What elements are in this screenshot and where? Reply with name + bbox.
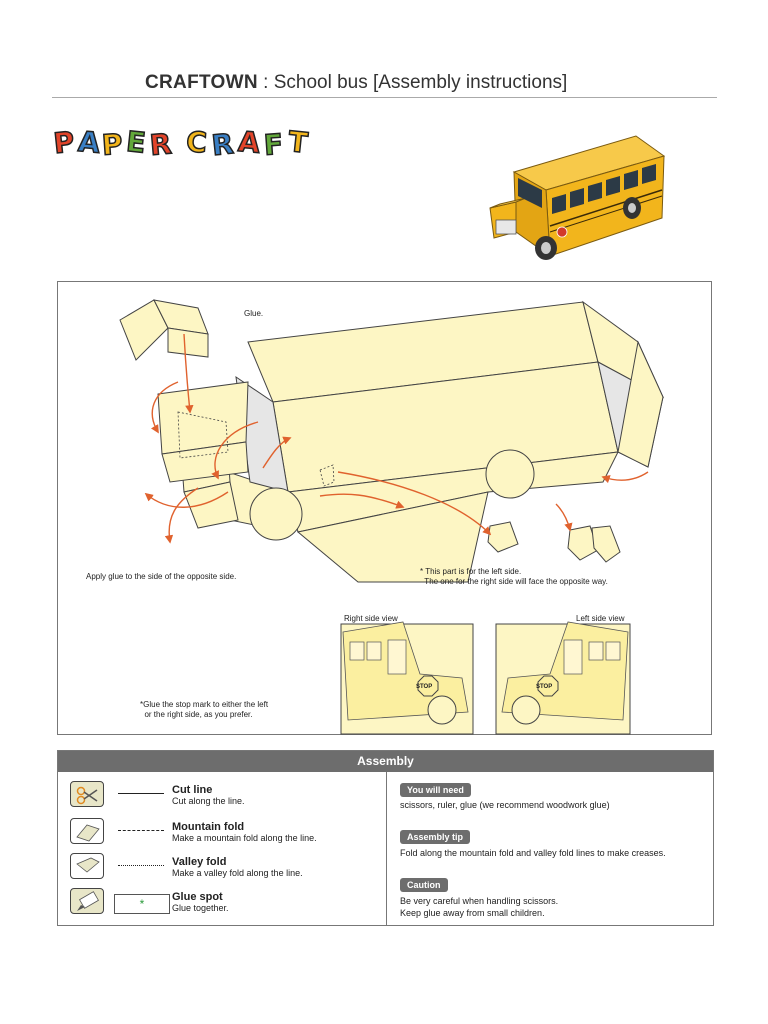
apply-glue-note: Apply glue to the side of the opposite side.: [86, 572, 237, 581]
assembly-tip-badge: Assembly tip: [400, 830, 470, 844]
caution-badge: Caution: [400, 878, 448, 892]
scissors-icon: [70, 781, 104, 807]
svg-text:E: E: [124, 124, 148, 160]
you-will-need-text: scissors, ruler, glue (we recommend woodwork glue): [400, 800, 610, 810]
legend-mountain-fold: [70, 818, 380, 846]
stop-note-line1: *Glue the stop mark to either the left: [140, 700, 269, 709]
finished-bus-image: [486, 128, 671, 273]
svg-text:P: P: [52, 125, 76, 161]
valley-fold-sample: [118, 865, 164, 866]
cut-line-sample: [118, 793, 164, 794]
valley-fold-desc: Make a valley fold along the line.: [172, 868, 303, 878]
you-will-need-badge: You will need: [400, 783, 471, 797]
glue-spot-title: Glue spot: [172, 891, 223, 903]
legend-title: Assembly: [58, 751, 713, 772]
svg-text:A: A: [76, 125, 102, 160]
valley-fold-icon: [70, 853, 104, 879]
mountain-fold-sample: [118, 830, 164, 831]
mountain-fold-desc: Make a mountain fold along the line.: [172, 833, 317, 843]
title-rule: [52, 97, 717, 98]
stop-sign-right: STOP: [416, 684, 433, 690]
svg-text:A: A: [236, 125, 262, 160]
svg-text:F: F: [262, 127, 285, 161]
stop-sign-left: STOP: [536, 684, 553, 690]
brand-name: CRAFTOWN: [145, 72, 258, 93]
assembly-diagram: [57, 281, 712, 735]
page-title: [145, 72, 567, 94]
stop-note-line2: or the right side, as you prefer.: [140, 710, 253, 719]
svg-text:P: P: [100, 127, 124, 161]
legend-cut-line: [70, 781, 380, 809]
glue-spot-sample: *: [114, 894, 170, 914]
left-side-note-line1: * This part is for the left side.: [420, 567, 522, 576]
cut-line-desc: Cut along the line.: [172, 796, 245, 806]
left-side-view-label: Left side view: [576, 614, 625, 623]
title-subtitle: School bus [Assembly instructions]: [273, 72, 568, 93]
mountain-fold-title: Mountain fold: [172, 821, 245, 833]
legend-valley-fold: [70, 853, 380, 881]
legend-divider: [386, 772, 387, 925]
glue-label: Glue.: [244, 309, 264, 318]
svg-text:R: R: [210, 127, 236, 161]
right-side-view-label: Right side view: [344, 614, 398, 623]
legend-glue-spot: [70, 888, 380, 916]
papercraft-logo: [52, 116, 327, 166]
caution-line1: Be very careful when handling scissors.: [400, 896, 559, 906]
title-separator: :: [257, 72, 274, 93]
mountain-fold-icon: [70, 818, 104, 844]
glue-spot-desc: Glue together.: [172, 903, 229, 913]
valley-fold-title: Valley fold: [172, 856, 227, 868]
svg-text:C: C: [185, 125, 208, 160]
caution-line2: Keep glue away from small children.: [400, 908, 545, 918]
assembly-tip-text: Fold along the mountain fold and valley fold lines to make creases.: [400, 848, 666, 858]
cut-line-title: Cut line: [172, 784, 213, 796]
left-side-note-line2: The one for the right side will face the opposite way.: [420, 577, 608, 586]
svg-text:T: T: [286, 124, 310, 160]
glue-bottle-icon: [70, 888, 104, 914]
assembly-legend: [57, 750, 714, 926]
svg-text:R: R: [148, 127, 173, 161]
